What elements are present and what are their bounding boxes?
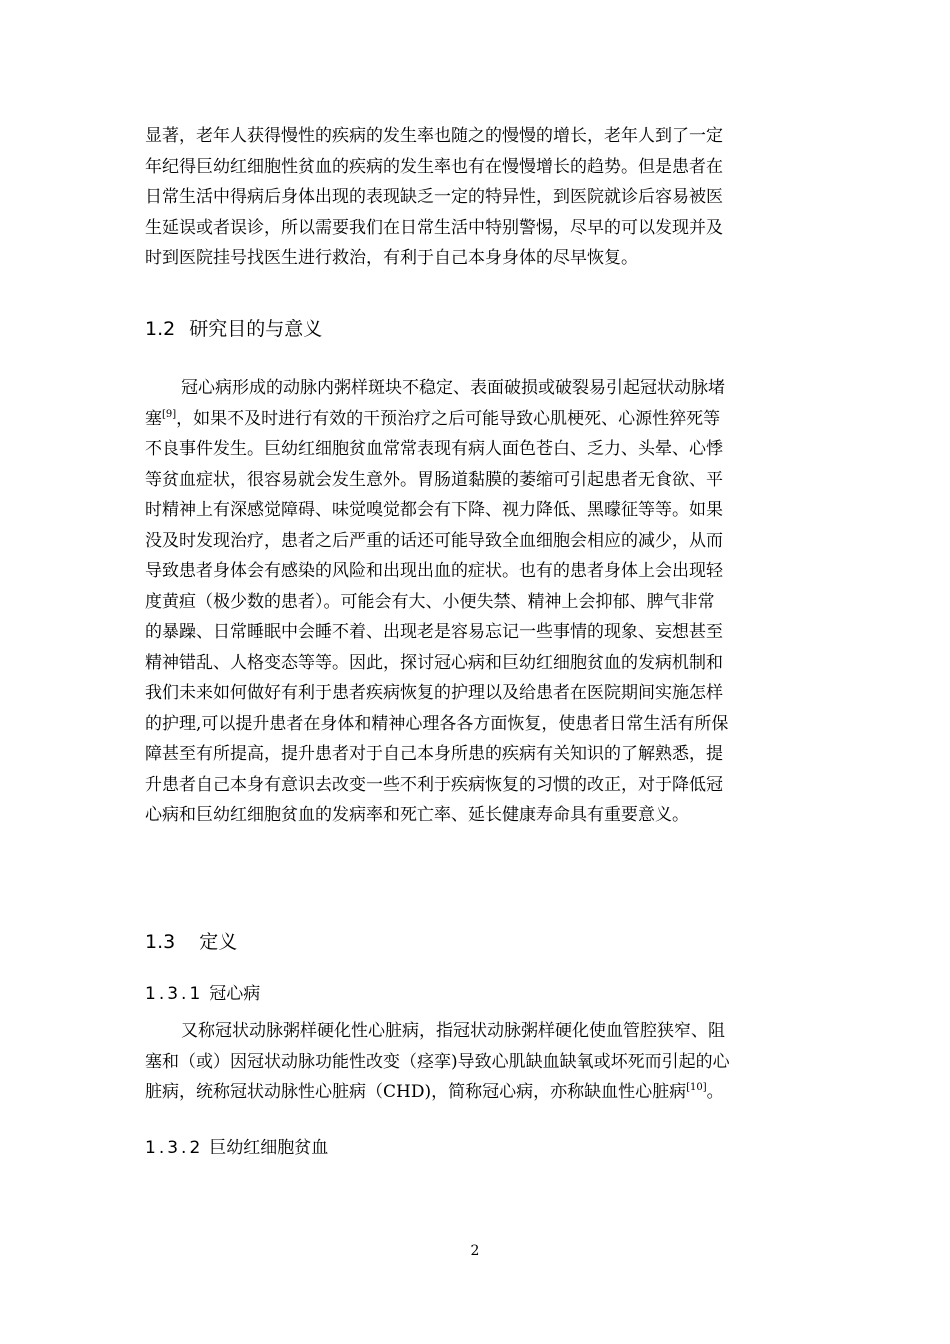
paragraph-line: 的暴躁、日常睡眠中会睡不着、出现老是容易忘记一些事情的现象、妄想甚至 [145,622,723,642]
paragraph-line [145,404,820,435]
subsection-title: 巨幼红细胞贫血 [209,1138,329,1158]
section-title: 定义 [199,931,238,953]
paragraph-line: 显著，老年人获得慢性的疾病的发生率也随之的慢慢的增长，老年人到了一定 [145,126,723,146]
citation-9: [9] [162,408,177,420]
page-number: 2 [470,1243,480,1259]
paragraph-line: 生延误或者误诊，所以需要我们在日常生活中特别警惕，尽早的可以发现并及 [145,217,723,238]
line-text: ，如果不及时进行有效的干预治疗之后可能导致心肌梗死、心源性猝死等 [176,408,721,429]
paragraph-line: 度黄疸（极少数的患者）。可能会有大、小便失禁、精神上会抑郁、脾气非常 [145,591,715,612]
paragraph-line: 年纪得巨幼红细胞性贫血的疾病的发生率也有在慢慢增长的趋势。但是患者在 [145,156,723,177]
paragraph-line: 等贫血症状，很容易就会发生意外。胃肠道黏膜的萎缩可引起患者无食欲、平 [145,469,723,490]
paragraph-line: 冠心病形成的动脉内粥样斑块不稳定、表面破损或破裂易引起冠状动脉堵 [181,378,725,398]
subsection-title: 冠心病 [209,984,261,1004]
paragraph-line: 时到医院挂号找医生进行救治，有利于自己本身身体的尽早恢复。 [145,248,638,268]
paragraph-line [145,1077,820,1108]
paragraph-line: 障甚至有所提高，提升患者对于自己本身所患的疾病有关知识的了解熟悉，提 [145,744,723,764]
paragraph-line: 的护理,可以提升患者在身体和精神心理各各方面恢复，使患者日常生活有所保 [145,713,729,734]
subsection-number: 1.3.1 [145,984,204,1004]
paragraph-line: 不良事件发生。巨幼红细胞贫血常常表现有病人面色苍白、乏力、头晕、心悸 [145,439,723,459]
citation-10: [10] [686,1082,707,1093]
paragraph-line: 塞和（或）因冠状动脉功能性改变（痉挛)导致心肌缺血缺氧或坏死而引起的心 [145,1051,730,1072]
subsection-heading-1-3-1 [145,979,260,1004]
line-text: 脏病，统称冠状动脉性心脏病（CHD)，简称冠心病，亦称缺血性心脏病 [145,1082,687,1102]
subsection-number: 1.3.2 [145,1138,204,1158]
subsection-heading-1-3-2 [145,1133,328,1158]
section-number: 1.3 [145,931,176,953]
section-heading-1-2 [145,314,322,341]
section-number: 1.2 [145,318,176,340]
paragraph-line: 时精神上有深感觉障碍、味觉嗅觉都会有下降、视力降低、黑曚征等等。如果 [145,500,723,520]
paragraph-line: 没及时发现治疗，患者之后严重的话还可能导致全血细胞会相应的减少，从而 [145,530,723,551]
intro-paragraph [145,121,820,274]
paragraph-line: 日常生活中得病后身体出现的表现缺乏一定的特异性，到医院就诊后容易被医 [145,187,723,207]
paragraph-line: 升患者自己本身有意识去改变一些不利于疾病恢复的习惯的改正，对于降低冠 [145,774,723,795]
paragraph-line: 又称冠状动脉粥样硬化性心脏病，指冠状动脉粥样硬化使血管腔狭窄、阻 [181,1021,725,1041]
line-text: 。 [706,1082,724,1102]
section-title: 研究目的与意义 [189,318,323,340]
paragraph-line: 精神错乱、人格变态等等。因此，探讨冠心病和巨幼红细胞贫血的发病机制和 [145,652,723,673]
section-1-2-paragraph [145,373,820,831]
paragraph-line: 导致患者身体会有感染的风险和出现出血的症状。也有的患者身体上会出现轻 [145,561,723,581]
section-1-3-1-paragraph [145,1016,820,1108]
paragraph-line: 我们未来如何做好有利于患者疾病恢复的护理以及给患者在医院期间实施怎样 [145,683,723,703]
paragraph-line: 心病和巨幼红细胞贫血的发病率和死亡率、延长健康寿命具有重要意义。 [145,805,689,825]
line-text: 塞 [145,408,162,429]
section-heading-1-3 [145,927,237,954]
